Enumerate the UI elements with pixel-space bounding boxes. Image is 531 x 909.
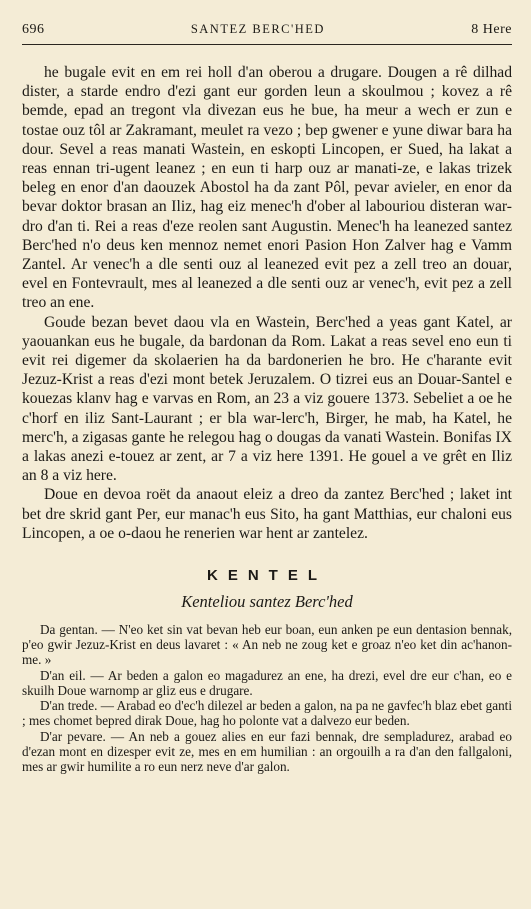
lesson-paragraph: D'an eil. — Ar beden a galon eo magadurez an ene, ha drezi, evel dre eur c'han, eo e skuilh Doue warnomp ar gliz eus e drugare. [22, 667, 512, 698]
paragraph: Goude bezan bevet daou vla en Wastein, Berc'hed a yeas gant Katel, ar yaouankan eus he bugale, da bardonan da Rom. Lakat a reas sevel eno eun ti evit rei digemer da skolaerien ha da bardonerien he bro. He c'harante evit Jezuz-Krist a reas d'ezi mont betek Jeruzalem. O tizrei eus an Douar-Santel e kouezas klanv hag e varvas en Rom, an 23 a viz gouere 1373. Sebeliet a oe he c'horf en iliz Sant-Laurant ; er bla war-lerc'h, Birger, he mab, ha Katel, he merc'h, a zigasas gante he relegou hag o dougas da vanati Wastein. Bonifas IX a lakas anezi e-touez ar zent, ar 7 a viz here 1391. He gouel a ve grêt en Iliz an 8 a viz here. [22, 313, 512, 485]
lesson-paragraph: D'an trede. — Arabad eo d'ec'h dilezel ar beden a galon, na pa ne gavfec'h blaz ebet ganti ; mes chomet bepred dirak Doue, hag ho polonte vat a dalvezo eur beden. [22, 698, 512, 729]
page-header [22, 22, 512, 45]
paragraph: Doue en devoa roët da anaout eleiz a dreo da zantez Berc'hed ; laket int bet dre skrid gant Per, eur manac'h eus Sito, ha gant Matthias, eur chaloni eus Lincopen, a oe o-daou he renerien war hent ar zantelez. [22, 486, 512, 542]
running-title: SANTEZ BERC'HED [190, 22, 325, 36]
document-page [22, 22, 512, 774]
paragraph: he bugale evit en em rei holl d'an oberou a drugare. Dougen a rê dilhad dister, a starde endro d'ezi gant eur gorden leun a skoulmou ; kovez a rê bemde, epad an tregont vla divezan eus he bue, ha meur a wech er zun e tostae ouz tôl ar Zakramant, meulet ra vezo ; bep gwener e yune diwar bara ha dour. Sevel a reas manati Wastein, en eskopti Lincopen, er Sued, ha lakat a reas ennan tri-ugent leanez ; en eun ti harp ouz ar manati-ze, e lakas trizek beleg en enor d'an daouzek Abostol ha da zant Pôl, pevar avieler, en enor da bevar doktor brasan an Iliz, hag eiz menec'h d'ober al labouriou disteran war-dro d'an ti. Rei a reas d'eze reolen sant Augustin. Menec'h ha leanezed santez Berc'hed n'o deus ken mennoz nemet enori Pasion Hon Zalver hag e Vamm Zantel. Ar venec'h a dle senti ouz al leanezed evit pez a zell treo an douar, evel en Fontevrault, mes al leanezed a dle senti ouz ar venec'h, evit pez a zell treo an ene. [22, 64, 512, 312]
running-date: 8 Here [471, 22, 512, 37]
lesson-paragraph: D'ar pevare. — An neb a gouez alies en eur fazi bennak, dre sempladurez, arabad eo d'ezan mont en dizesper evit ze, mes en em humilian : an orgouilh a ra d'an den fallgaloni, mes ar gwir humilite a ro eun nerz neve d'ar galon. [22, 728, 512, 774]
lessons-text [22, 622, 512, 774]
main-text [22, 63, 512, 543]
section-heading: KENTEL [207, 567, 327, 585]
section-subtitle: Kenteliou santez Berc'hed [181, 592, 353, 612]
lesson-paragraph: Da gentan. — N'eo ket sin vat bevan heb eur boan, eun anken pe eun dentasion bennak, p'eo gwir Jezuz-Krist en deus lavaret : « An neb ne zoug ket e groaz n'eo ket din ac'hanon-me. » [22, 622, 512, 668]
page-number: 696 [22, 22, 45, 37]
